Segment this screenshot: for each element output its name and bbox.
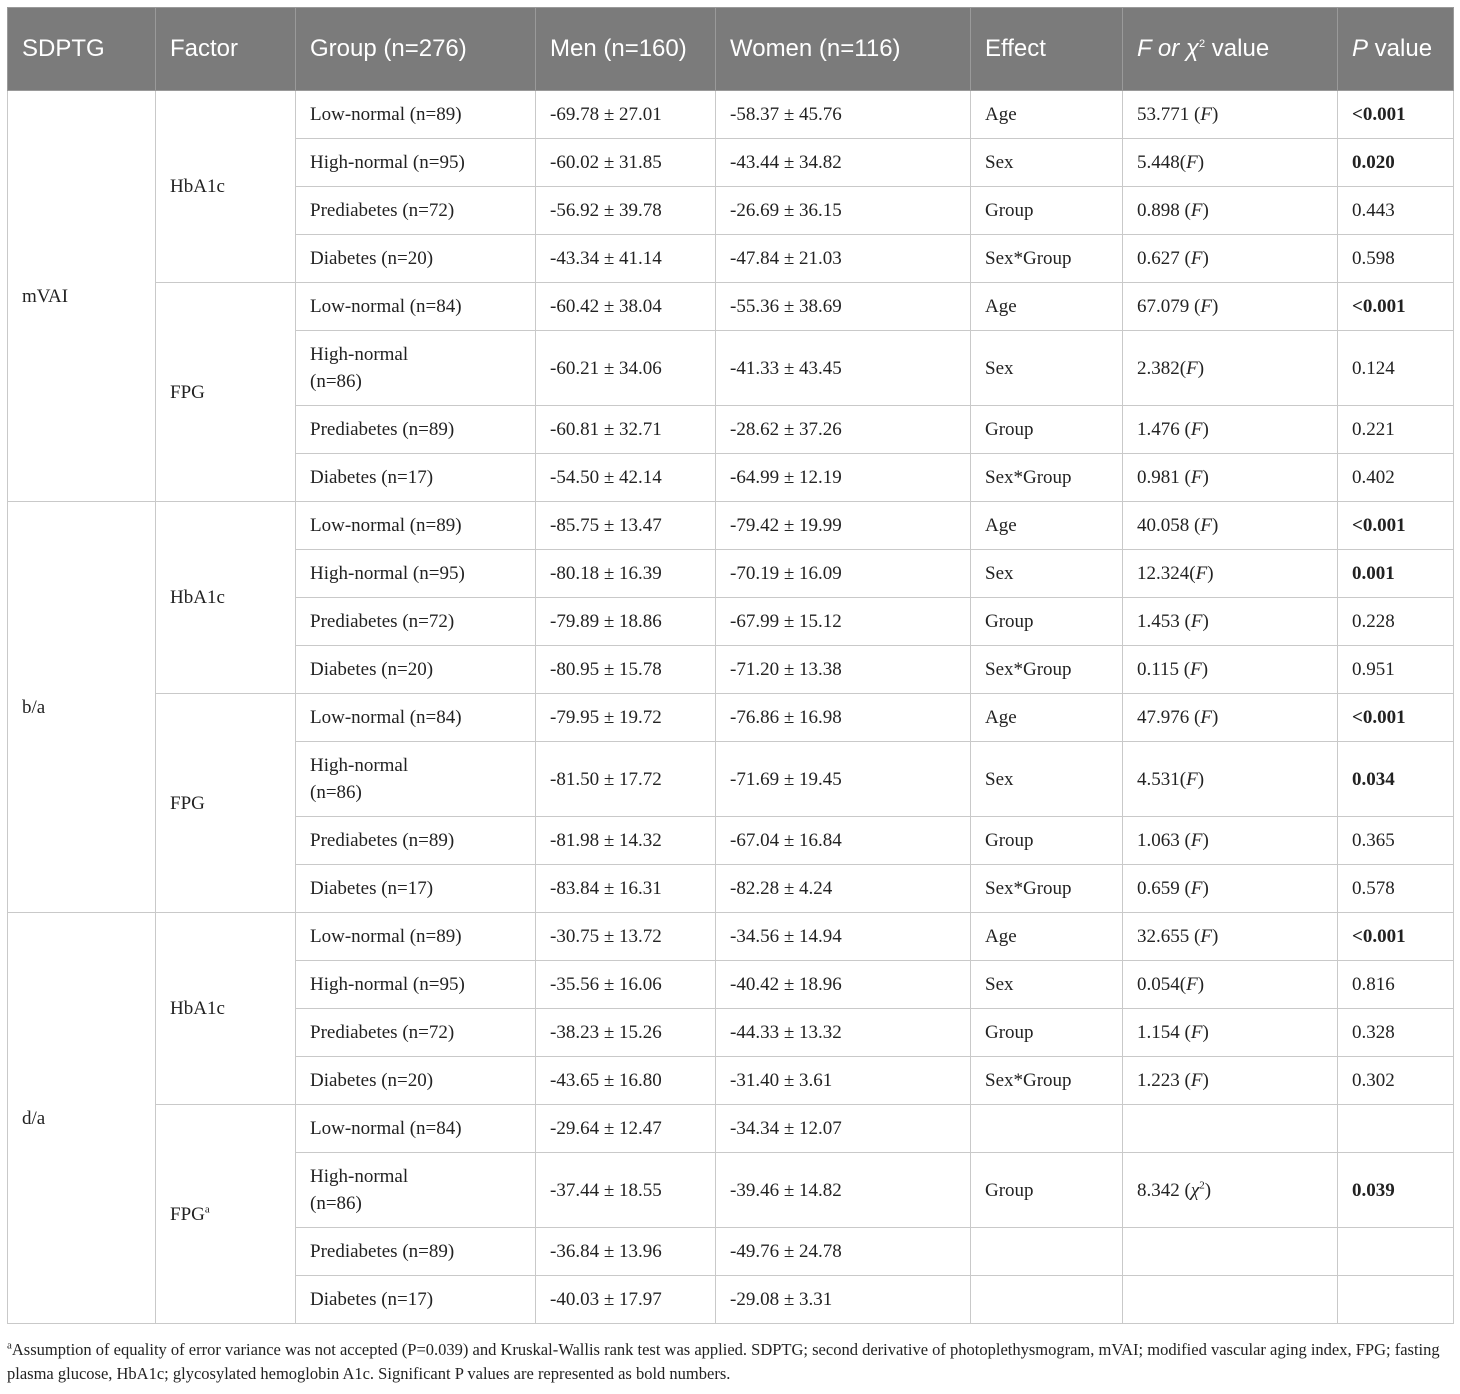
value-cell: 47.976 (F)	[1123, 694, 1338, 742]
men-cell: -80.18 ± 16.39	[536, 550, 716, 598]
men-cell: -81.50 ± 17.72	[536, 742, 716, 817]
women-cell: -39.46 ± 14.82	[716, 1153, 971, 1228]
p-value-cell: 0.443	[1338, 187, 1454, 235]
group-cell: Diabetes (n=17)	[296, 865, 536, 913]
factor-cell: FPG	[156, 283, 296, 502]
women-cell: -71.20 ± 13.38	[716, 646, 971, 694]
men-cell: -60.42 ± 38.04	[536, 283, 716, 331]
factor-cell: HbA1c	[156, 502, 296, 694]
value-cell: 8.342 $(\chi^2)$	[1123, 1153, 1338, 1228]
value-cell: 12.324(F)	[1123, 550, 1338, 598]
effect-cell: Sex	[971, 139, 1123, 187]
p-value-cell	[1338, 1276, 1454, 1324]
effect-cell: Group	[971, 817, 1123, 865]
effect-cell: Sex	[971, 550, 1123, 598]
women-cell: -34.56 ± 14.94	[716, 913, 971, 961]
effect-cell: Sex	[971, 331, 1123, 406]
p-value-cell: 0.365	[1338, 817, 1454, 865]
effect-cell: Age	[971, 913, 1123, 961]
effect-cell: Age	[971, 694, 1123, 742]
table-row	[8, 91, 1454, 139]
value-cell: 32.655 (F)	[1123, 913, 1338, 961]
table-row	[8, 283, 1454, 331]
women-cell: -67.99 ± 15.12	[716, 598, 971, 646]
table-row	[8, 913, 1454, 961]
value-cell: 0.054(F)	[1123, 961, 1338, 1009]
header-men: Men (n=160)	[536, 8, 716, 91]
group-cell: Low-normal (n=89)	[296, 913, 536, 961]
women-cell: -40.42 ± 18.96	[716, 961, 971, 1009]
men-cell: -60.02 ± 31.85	[536, 139, 716, 187]
group-cell: Prediabetes (n=72)	[296, 598, 536, 646]
factor-cell: FPG	[156, 694, 296, 913]
value-cell: 1.063 (F)	[1123, 817, 1338, 865]
effect-cell: Sex	[971, 742, 1123, 817]
effect-cell: Sex	[971, 961, 1123, 1009]
p-value-cell: <0.001	[1338, 91, 1454, 139]
value-cell: 0.981 (F)	[1123, 454, 1338, 502]
group-cell: Low-normal (n=84)	[296, 283, 536, 331]
men-cell: -54.50 ± 42.14	[536, 454, 716, 502]
men-cell: -29.64 ± 12.47	[536, 1105, 716, 1153]
results-table	[7, 7, 1454, 1324]
factor-cell: HbA1c	[156, 91, 296, 283]
header-factor: Factor	[156, 8, 296, 91]
effect-cell: Age	[971, 502, 1123, 550]
p-value-cell: <0.001	[1338, 283, 1454, 331]
p-value-cell	[1338, 1228, 1454, 1276]
p-value-cell: 0.221	[1338, 406, 1454, 454]
effect-cell: Group	[971, 1009, 1123, 1057]
value-cell: 0.115 (F)	[1123, 646, 1338, 694]
group-cell: Low-normal (n=89)	[296, 91, 536, 139]
men-cell: -37.44 ± 18.55	[536, 1153, 716, 1228]
women-cell: -26.69 ± 36.15	[716, 187, 971, 235]
group-cell: High-normal (n=86)	[296, 331, 536, 406]
p-value-cell: 0.302	[1338, 1057, 1454, 1105]
group-cell: Diabetes (n=17)	[296, 1276, 536, 1324]
men-cell: -60.81 ± 32.71	[536, 406, 716, 454]
men-cell: -35.56 ± 16.06	[536, 961, 716, 1009]
group-cell: Low-normal (n=89)	[296, 502, 536, 550]
men-cell: -80.95 ± 15.78	[536, 646, 716, 694]
table-row	[8, 502, 1454, 550]
women-cell: -29.08 ± 3.31	[716, 1276, 971, 1324]
women-cell: -43.44 ± 34.82	[716, 139, 971, 187]
group-cell: Prediabetes (n=72)	[296, 187, 536, 235]
men-cell: -69.78 ± 27.01	[536, 91, 716, 139]
p-value-cell	[1338, 1105, 1454, 1153]
women-cell: -71.69 ± 19.45	[716, 742, 971, 817]
group-cell: Diabetes (n=17)	[296, 454, 536, 502]
value-cell: 67.079 (F)	[1123, 283, 1338, 331]
p-value-cell: 0.402	[1338, 454, 1454, 502]
women-cell: -44.33 ± 13.32	[716, 1009, 971, 1057]
women-cell: -31.40 ± 3.61	[716, 1057, 971, 1105]
value-cell	[1123, 1105, 1338, 1153]
group-cell: Low-normal (n=84)	[296, 1105, 536, 1153]
value-cell: 5.448(F)	[1123, 139, 1338, 187]
group-cell: Prediabetes (n=72)	[296, 1009, 536, 1057]
group-cell: Low-normal (n=84)	[296, 694, 536, 742]
p-value-cell: 0.039	[1338, 1153, 1454, 1228]
men-cell: -56.92 ± 39.78	[536, 187, 716, 235]
group-cell: High-normal (n=86)	[296, 742, 536, 817]
value-cell: 1.453 (F)	[1123, 598, 1338, 646]
women-cell: -76.86 ± 16.98	[716, 694, 971, 742]
value-cell	[1123, 1276, 1338, 1324]
factor-cell: HbA1c	[156, 913, 296, 1105]
value-cell	[1123, 1228, 1338, 1276]
p-value-cell: 0.816	[1338, 961, 1454, 1009]
effect-cell: Sex*Group	[971, 1057, 1123, 1105]
p-value-cell: 0.951	[1338, 646, 1454, 694]
value-cell: 4.531(F)	[1123, 742, 1338, 817]
effect-cell: Sex*Group	[971, 235, 1123, 283]
men-cell: -40.03 ± 17.97	[536, 1276, 716, 1324]
group-cell: Prediabetes (n=89)	[296, 1228, 536, 1276]
p-value-cell: 0.020	[1338, 139, 1454, 187]
men-cell: -43.34 ± 41.14	[536, 235, 716, 283]
women-cell: -28.62 ± 37.26	[716, 406, 971, 454]
effect-cell: Group	[971, 598, 1123, 646]
header-row	[8, 8, 1454, 91]
men-cell: -85.75 ± 13.47	[536, 502, 716, 550]
table-body	[8, 91, 1454, 1324]
women-cell: -82.28 ± 4.24	[716, 865, 971, 913]
women-cell: -41.33 ± 43.45	[716, 331, 971, 406]
value-cell: 40.058 (F)	[1123, 502, 1338, 550]
header-sdptg: SDPTG	[8, 8, 156, 91]
men-cell: -83.84 ± 16.31	[536, 865, 716, 913]
value-cell: 0.898 (F)	[1123, 187, 1338, 235]
effect-cell	[971, 1276, 1123, 1324]
group-cell: Diabetes (n=20)	[296, 646, 536, 694]
effect-cell: Sex*Group	[971, 865, 1123, 913]
men-cell: -30.75 ± 13.72	[536, 913, 716, 961]
women-cell: -34.34 ± 12.07	[716, 1105, 971, 1153]
p-value-cell: 0.578	[1338, 865, 1454, 913]
header-effect: Effect	[971, 8, 1123, 91]
effect-cell: Group	[971, 406, 1123, 454]
effect-cell	[971, 1228, 1123, 1276]
p-value-cell: <0.001	[1338, 913, 1454, 961]
group-cell: Diabetes (n=20)	[296, 1057, 536, 1105]
value-cell: 53.771 (F)	[1123, 91, 1338, 139]
p-value-cell: 0.328	[1338, 1009, 1454, 1057]
value-cell: 2.382(F)	[1123, 331, 1338, 406]
p-value-cell: <0.001	[1338, 694, 1454, 742]
effect-cell: Age	[971, 283, 1123, 331]
p-value-cell: 0.001	[1338, 550, 1454, 598]
women-cell: -55.36 ± 38.69	[716, 283, 971, 331]
group-cell: High-normal (n=86)	[296, 1153, 536, 1228]
men-cell: -43.65 ± 16.80	[536, 1057, 716, 1105]
women-cell: -47.84 ± 21.03	[716, 235, 971, 283]
table-footnote: $^a$Assumption of equality of error variance was not accepted (P=0.039) and Kruskal-Wallis rank test was applied. SDPTG; second derivative of photoplethysmogram, mVAI; modified vascular aging index, FPG; fasting plasma glucose, HbA1c; glycosylated hemoglobin A1c. Significant P values are represented as bold numbers.	[7, 1339, 1440, 1383]
women-cell: -79.42 ± 19.99	[716, 502, 971, 550]
group-cell: Prediabetes (n=89)	[296, 817, 536, 865]
women-cell: -64.99 ± 12.19	[716, 454, 971, 502]
men-cell: -81.98 ± 14.32	[536, 817, 716, 865]
factor-cell: FPG$^a$	[156, 1105, 296, 1324]
effect-cell: Group	[971, 187, 1123, 235]
women-cell: -67.04 ± 16.84	[716, 817, 971, 865]
group-cell: High-normal (n=95)	[296, 139, 536, 187]
men-cell: -79.89 ± 18.86	[536, 598, 716, 646]
p-value-cell: 0.034	[1338, 742, 1454, 817]
sdptg-cell: d/a	[8, 913, 156, 1324]
women-cell: -58.37 ± 45.76	[716, 91, 971, 139]
header-f-chi-value: F or $\chi^2$ value	[1123, 8, 1338, 91]
effect-cell: Age	[971, 91, 1123, 139]
sdptg-cell: b/a	[8, 502, 156, 913]
header-women: Women (n=116)	[716, 8, 971, 91]
p-value-cell: 0.598	[1338, 235, 1454, 283]
group-cell: High-normal (n=95)	[296, 550, 536, 598]
women-cell: -70.19 ± 16.09	[716, 550, 971, 598]
effect-cell	[971, 1105, 1123, 1153]
sdptg-cell: mVAI	[8, 91, 156, 502]
p-value-cell: 0.228	[1338, 598, 1454, 646]
men-cell: -60.21 ± 34.06	[536, 331, 716, 406]
header-group: Group (n=276)	[296, 8, 536, 91]
table-row	[8, 1105, 1454, 1153]
table-row	[8, 694, 1454, 742]
men-cell: -79.95 ± 19.72	[536, 694, 716, 742]
effect-cell: Sex*Group	[971, 454, 1123, 502]
effect-cell: Sex*Group	[971, 646, 1123, 694]
p-value-cell: <0.001	[1338, 502, 1454, 550]
effect-cell: Group	[971, 1153, 1123, 1228]
men-cell: -36.84 ± 13.96	[536, 1228, 716, 1276]
value-cell: 1.154 (F)	[1123, 1009, 1338, 1057]
value-cell: 1.223 (F)	[1123, 1057, 1338, 1105]
header-p-value: P value	[1338, 8, 1454, 91]
value-cell: 0.627 (F)	[1123, 235, 1338, 283]
value-cell: 1.476 (F)	[1123, 406, 1338, 454]
p-value-cell: 0.124	[1338, 331, 1454, 406]
value-cell: 0.659 (F)	[1123, 865, 1338, 913]
men-cell: -38.23 ± 15.26	[536, 1009, 716, 1057]
group-cell: Diabetes (n=20)	[296, 235, 536, 283]
group-cell: Prediabetes (n=89)	[296, 406, 536, 454]
group-cell: High-normal (n=95)	[296, 961, 536, 1009]
women-cell: -49.76 ± 24.78	[716, 1228, 971, 1276]
